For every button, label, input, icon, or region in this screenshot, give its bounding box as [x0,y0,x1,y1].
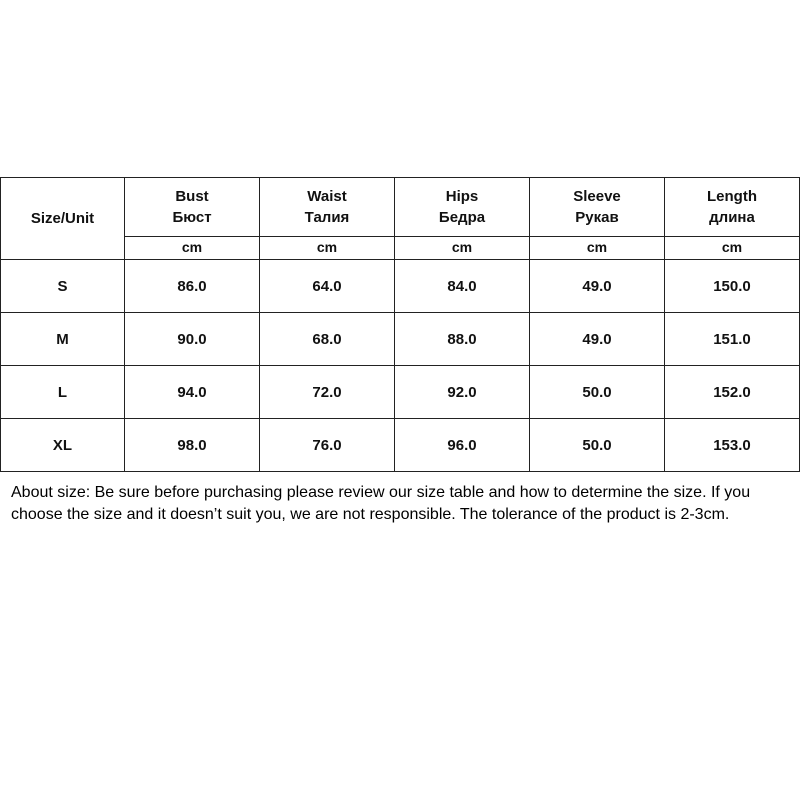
size-note: About size: Be sure before purchasing please review our size table and how to determine the size. If you choose the size and it doesn’t suit you, we are not responsible. The tolerance of the product is 2-3cm. [11,484,751,523]
size-label: XL [1,419,125,472]
column-header-length [665,178,800,237]
unit-cell: cm [530,237,665,260]
table-row [1,313,800,366]
column-header-ru: Бедра [438,209,486,226]
table-cell: 92.0 [395,366,530,419]
table-cell: 96.0 [395,419,530,472]
table-cell: 64.0 [260,260,395,313]
size-label: L [1,366,125,419]
column-header-en: Waist [307,188,347,205]
size-chart-table [0,177,800,472]
table-row [1,366,800,419]
unit-cell: cm [125,237,260,260]
table-cell: 68.0 [260,313,395,366]
table-cell: 86.0 [125,260,260,313]
table-cell: 151.0 [665,313,800,366]
column-header-en: Length [707,188,757,205]
table-cell: 49.0 [530,260,665,313]
size-label: M [1,313,125,366]
column-header-ru: Рукав [575,209,619,226]
table-cell: 90.0 [125,313,260,366]
table-row [1,419,800,472]
column-header-ru: длина [709,209,755,226]
table-cell: 76.0 [260,419,395,472]
table-cell: 94.0 [125,366,260,419]
header-row [1,178,800,237]
size-label: S [1,260,125,313]
unit-cell: cm [395,237,530,260]
column-header-sleeve [530,178,665,237]
column-header-waist [260,178,395,237]
table-cell: 150.0 [665,260,800,313]
column-header-ru: Бюст [172,209,212,226]
table-cell: 152.0 [665,366,800,419]
table-cell: 98.0 [125,419,260,472]
table-cell: 88.0 [395,313,530,366]
table-cell: 50.0 [530,366,665,419]
table-cell: 50.0 [530,419,665,472]
column-header-bust [125,178,260,237]
table-cell: 84.0 [395,260,530,313]
unit-cell: cm [260,237,395,260]
corner-label: Size/Unit [1,178,125,260]
unit-cell: cm [665,237,800,260]
column-header-ru: Талия [304,209,350,226]
column-header-hips [395,178,530,237]
column-header-en: Bust [175,188,209,205]
table-cell: 153.0 [665,419,800,472]
column-header-en: Hips [445,188,479,205]
table-row [1,260,800,313]
table-cell: 72.0 [260,366,395,419]
table-cell: 49.0 [530,313,665,366]
column-header-en: Sleeve [573,188,621,205]
